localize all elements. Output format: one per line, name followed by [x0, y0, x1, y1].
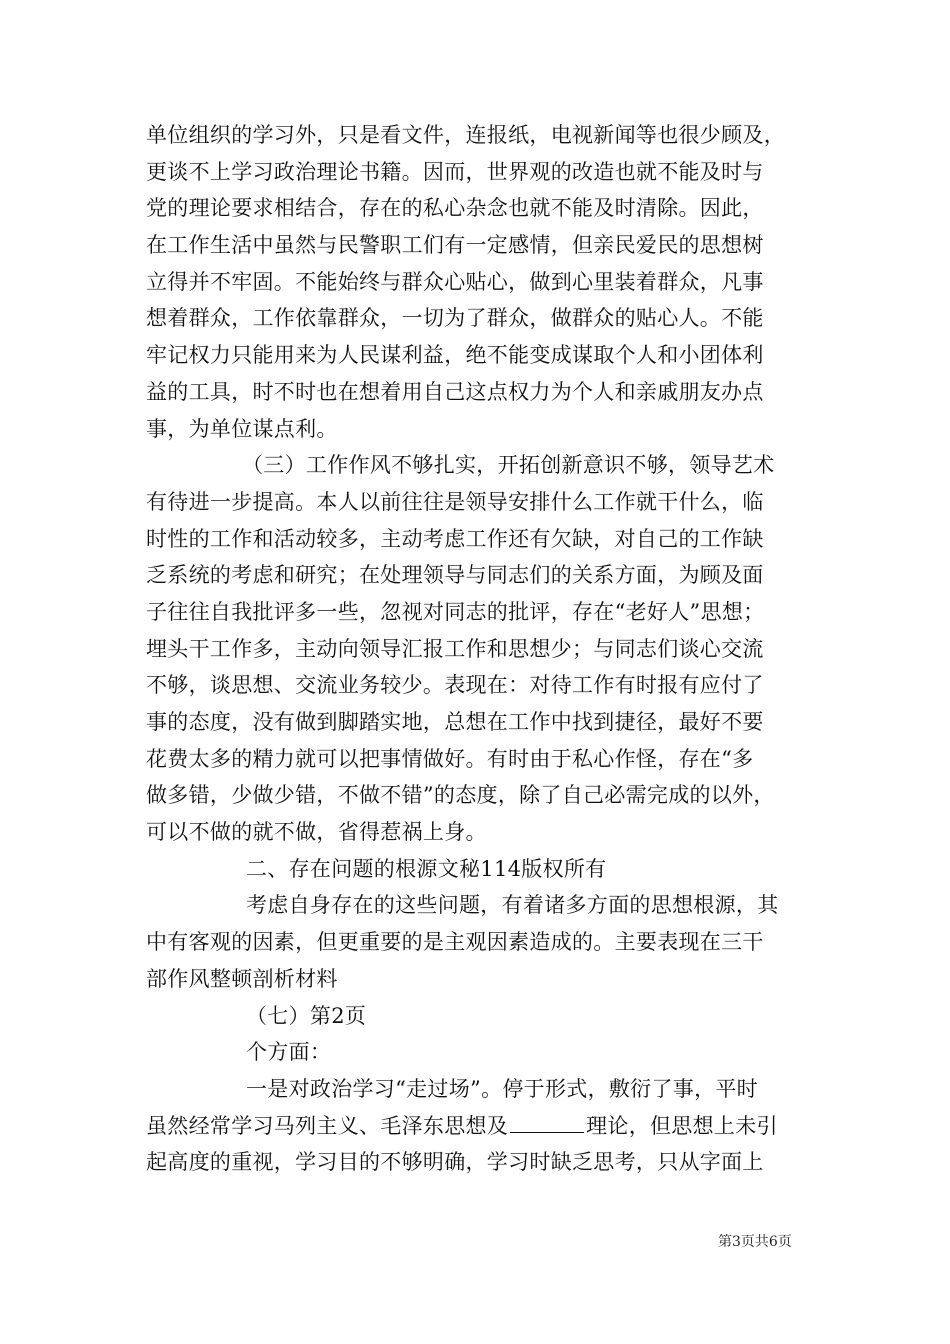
text-line: 想着群众，工作依靠群众，一切为了群众，做群众的贴心人。不能: [146, 306, 764, 331]
text-line: 子往往自我批评多一些，忽视对同志的批评，存在“老好人”思想；: [146, 599, 765, 624]
text-line: 事的态度，没有做到脚踏实地，总想在工作中找到捷径，最好不要: [146, 710, 764, 734]
page-footer: 第3页共6页: [718, 1234, 792, 1250]
text-line: 不够，谈思想、交流业务较少。表现在：对待工作有时报有应付了: [146, 673, 764, 698]
text-line: 一是对政治学习“走过场”。停于形式，敷衍了事，平时: [246, 1076, 758, 1101]
text-line: （七）第2页: [246, 1003, 367, 1028]
text-line: 更谈不上学习政治理论书籍。因而，世界观的改造也就不能及时与: [146, 159, 764, 184]
text-line: 党的理论要求相结合，存在的私心杂念也就不能及时清除。因此，: [146, 196, 764, 221]
document-body: [146, 117, 826, 1181]
text-line: 考虑自身存在的这些问题，有着诸多方面的思想根源，其: [246, 893, 779, 918]
text-line: 时性的工作和活动较多，主动考虑工作还有欠缺，对自己的工作缺: [146, 526, 764, 551]
blank-underline: [510, 1112, 584, 1133]
line-prefix: 虽然经常学习马列主义、毛泽东思想及: [146, 1113, 509, 1138]
section-heading-3: （三）工作作风不够扎实，开拓创新意识不够，领导艺术: [242, 453, 775, 478]
text-line: 在工作生活中虽然与民警职工们有一定感情，但亲民爱民的思想树: [146, 233, 764, 258]
text-line: 乏系统的考虑和研究；在处理领导与同志们的关系方面，为顾及面: [146, 563, 764, 588]
text-line: 起高度的重视，学习目的不够明确，学习时缺乏思考，只从字面上: [146, 1150, 764, 1175]
text-line: 中有客观的因素，但更重要的是主观因素造成的。主要表现在三干: [146, 930, 764, 955]
text-line: 事，为单位谋点利。: [146, 416, 338, 441]
text-line: 益的工具，时不时也在想着用自己这点权力为个人和亲戚朋友办点: [146, 379, 764, 404]
section-heading-2: 二、存在问题的根源文秘114版权所有: [246, 856, 607, 881]
line-suffix: 理论，但思想上未引: [586, 1113, 778, 1138]
text-line: 花费太多的精力就可以把事情做好。有时由于私心作怪，存在“多: [146, 746, 754, 771]
text-line: 可以不做的就不做，省得惹祸上身。: [146, 820, 487, 845]
text-line: 埋头干工作多，主动向领导汇报工作和思想少；与同志们谈心交流: [146, 636, 764, 661]
text-line: 立得并不牢固。不能始终与群众心贴心，做到心里装着群众，凡事: [146, 269, 764, 294]
text-line: 牢记权力只能用来为人民谋利益，绝不能变成谋取个人和小团体利: [146, 343, 764, 368]
text-line: 个方面：: [246, 1040, 332, 1065]
text-line: 做多错，少做少错，不做不错”的态度，除了自己必需完成的以外，: [146, 783, 775, 808]
text-line: 有待进一步提高。本人以前往往是领导安排什么工作就干什么，临: [146, 489, 764, 514]
text-line: 部作风整顿剖析材料: [146, 966, 338, 991]
text-line-with-blank: [146, 1108, 826, 1145]
text-line: 单位组织的学习外，只是看文件，连报纸，电视新闻等也很少顾及，: [146, 123, 785, 147]
